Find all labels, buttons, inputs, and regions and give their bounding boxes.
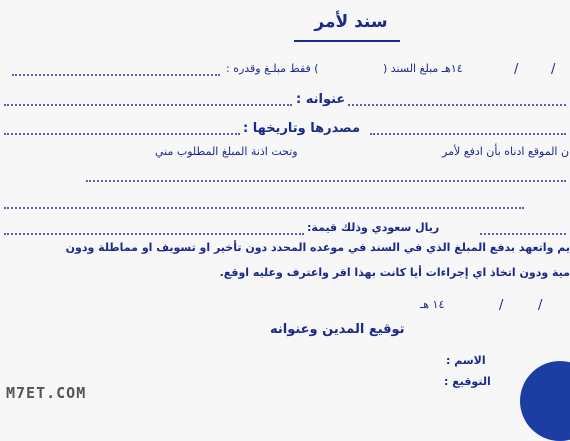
site-watermark: M7ET.COM <box>6 384 87 402</box>
issue-label: مصدرها وتاريخها : <box>243 121 361 136</box>
title-underline <box>294 40 400 42</box>
riyal-label: ريال سعودي وذلك قيمة: <box>307 221 440 234</box>
address-label: عنوانه : <box>296 92 346 107</box>
commitment-line-2: مية ودون اتخاذ اي إجراءات أيا كانت بهذا اقر واعترف وعليه اوقع. <box>219 266 570 279</box>
signature-label: التوقيع : <box>444 375 491 388</box>
sign-date-slash-1: / <box>538 298 543 313</box>
address-line <box>4 104 292 106</box>
riyal-amount-line <box>480 233 566 235</box>
value-line <box>4 233 304 235</box>
blank-line-2 <box>4 207 524 209</box>
hijri-amount-label: ١٤هـ مبلغ السند ( <box>383 62 463 75</box>
sign-date-hijri: ١٤ هـ <box>420 298 445 311</box>
amount-words-label: ) فقط مبلـغ وقدره : <box>226 62 319 75</box>
blank-line-1 <box>86 180 566 182</box>
name-label: الاسم : <box>446 354 486 367</box>
promise-text-right: ن الموقع ادناه بأن ادفع لأمر <box>442 145 570 158</box>
address-line-right <box>348 104 566 106</box>
amount-words-line <box>12 74 220 76</box>
sign-date-slash-2: / <box>499 298 504 313</box>
commitment-line-1: يم واتعهد بدفع المبلغ الذي في السند في موعده المحدد دون تأخير او تسويف او مماطلة ودون <box>65 241 570 254</box>
issue-line-right <box>370 133 566 135</box>
issue-line <box>4 133 240 135</box>
promise-text-left: وتحت اذنة المبلغ المطلوب مني <box>155 145 298 158</box>
date-slash-2: / <box>514 62 519 77</box>
debtor-signature-label: توقيع المدين وعنوانه <box>270 322 405 337</box>
corner-decoration <box>520 361 570 441</box>
document-title: سند لأمر <box>314 12 388 32</box>
date-slash-1: / <box>551 62 556 77</box>
